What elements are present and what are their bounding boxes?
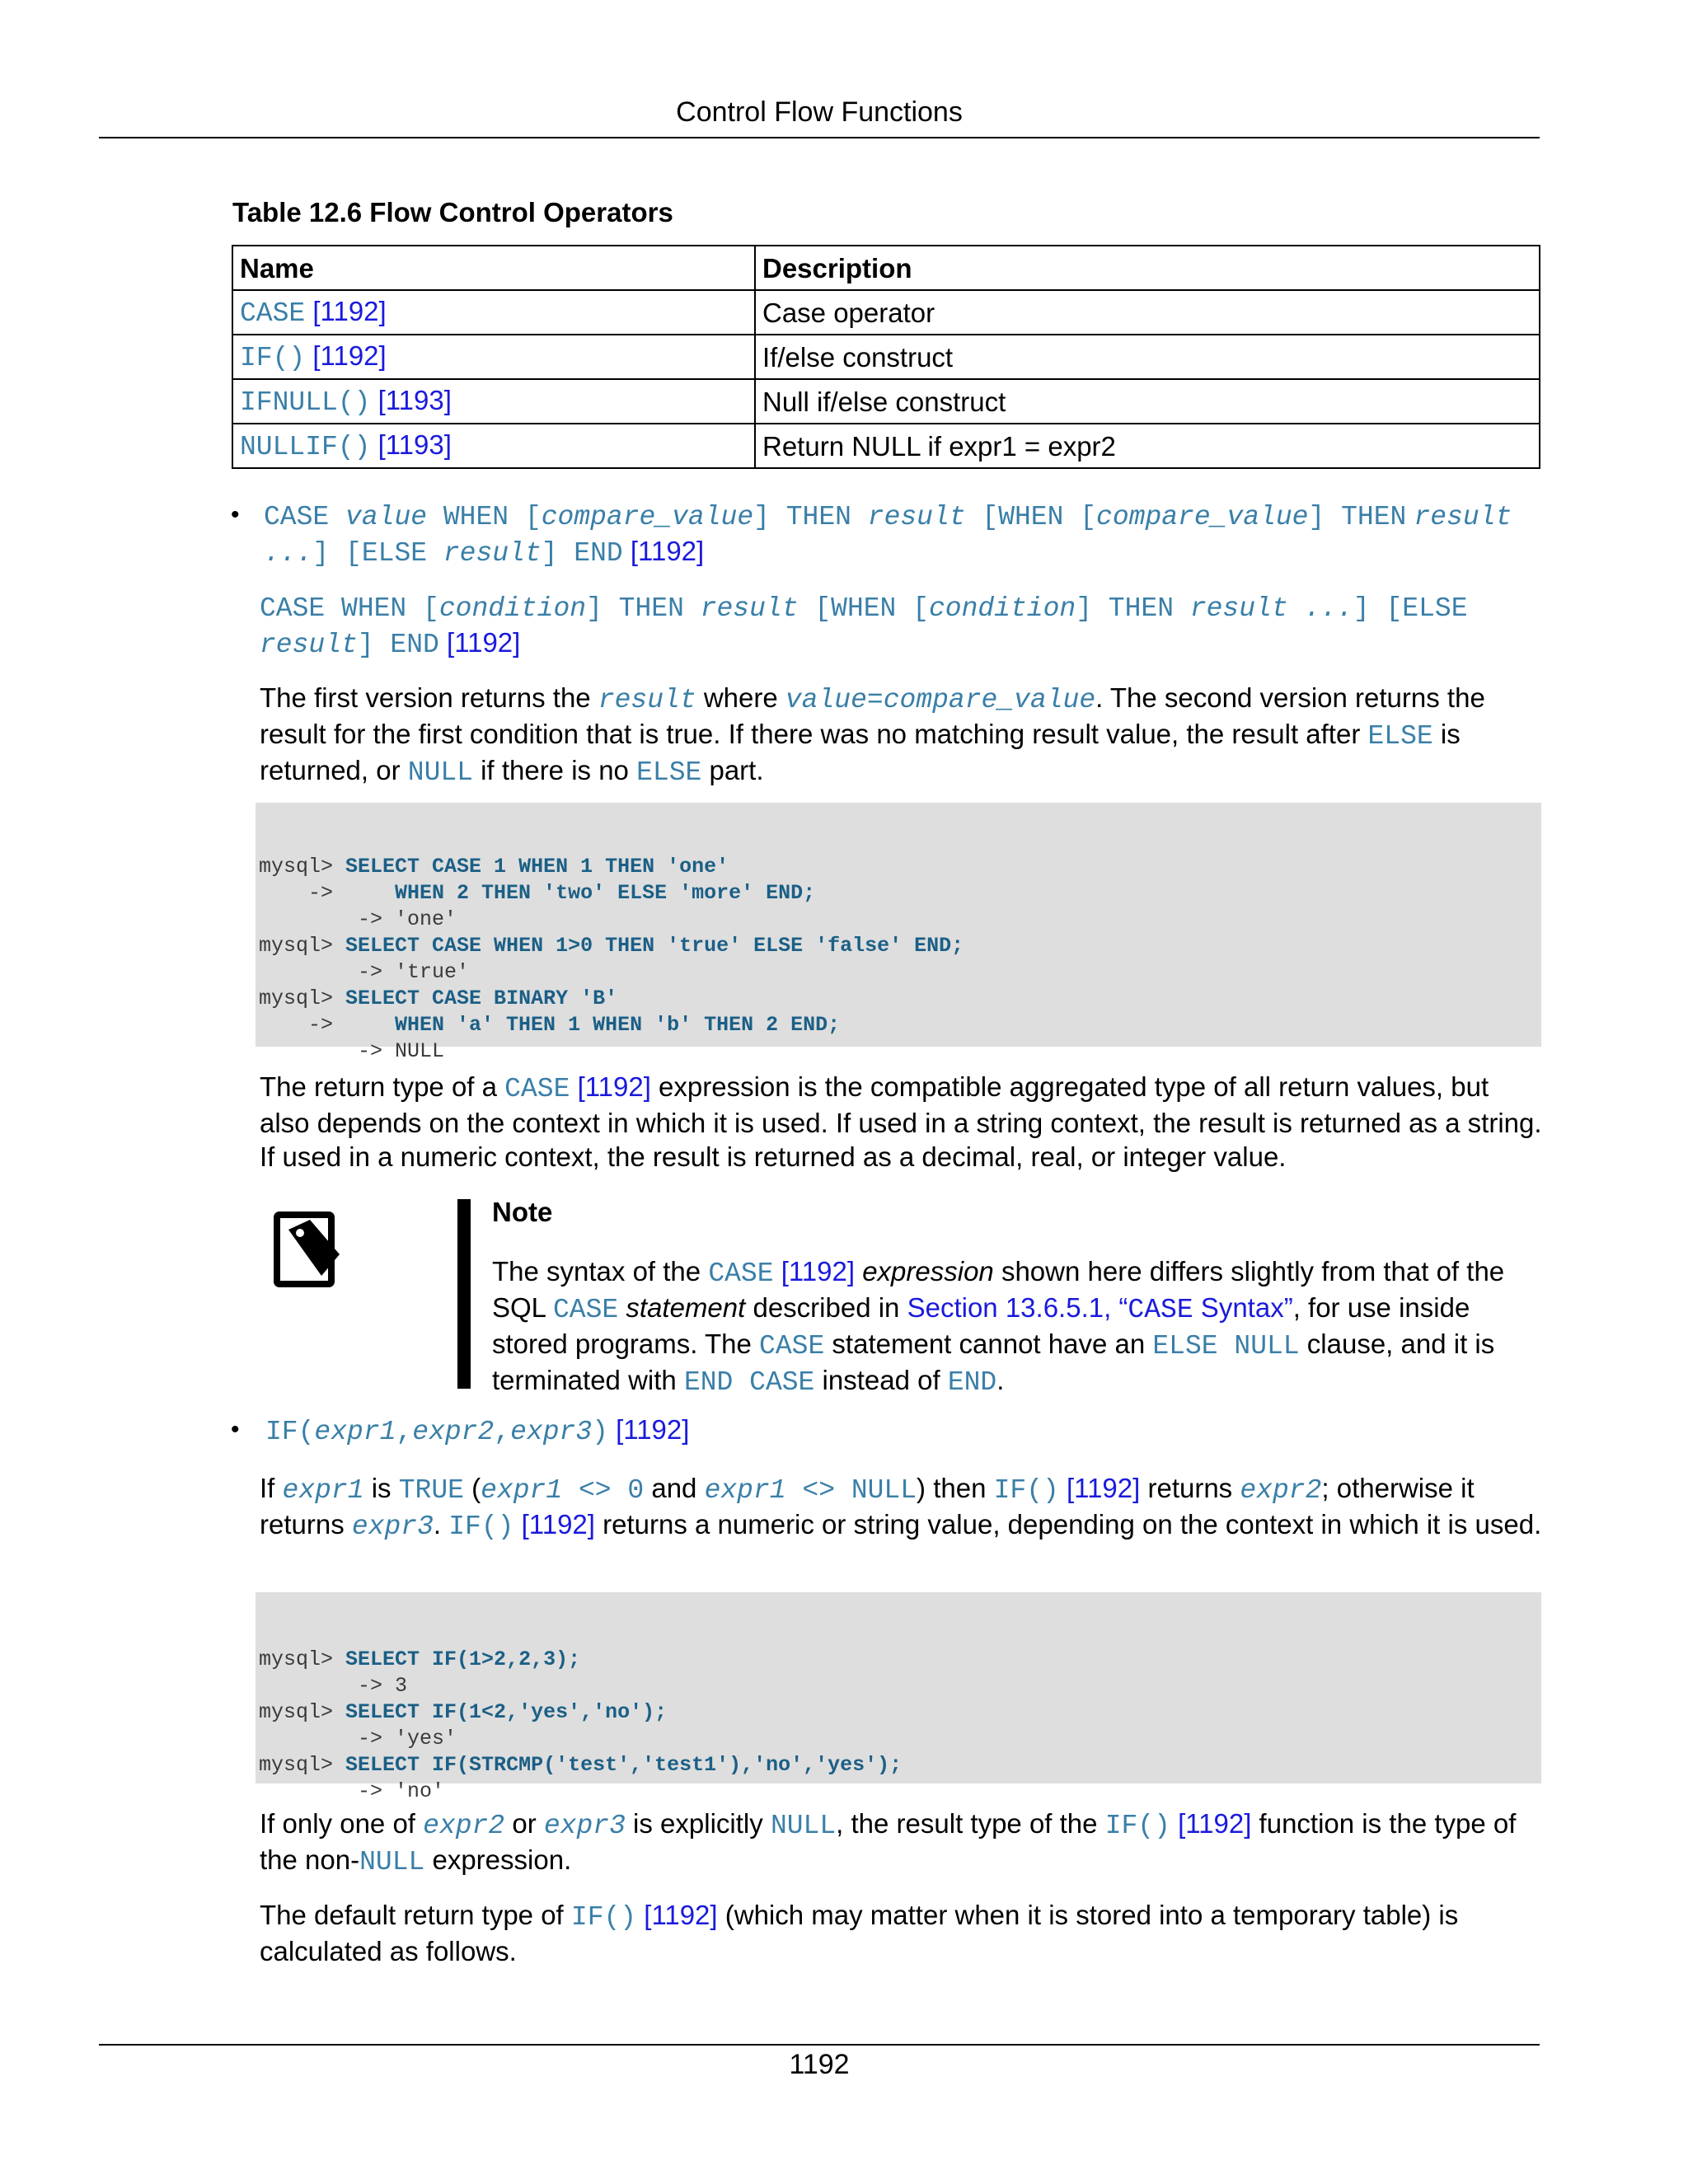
code-line: mysql> SELECT IF(1<2,'yes','no'); xyxy=(259,1700,668,1724)
bullet-if: • xyxy=(231,1416,240,1443)
case-syntax-1 xyxy=(264,498,1550,570)
footer-rule xyxy=(99,2044,1540,2046)
page-number: 1192 xyxy=(789,2049,850,2080)
column-header-description: Description xyxy=(755,246,1540,290)
if-code-example xyxy=(256,1592,1541,1803)
code-line: mysql> SELECT CASE BINARY 'B' xyxy=(259,987,618,1010)
page-ref-link[interactable]: [1192] xyxy=(577,1071,651,1102)
code-line: mysql> SELECT IF(1>2,2,3); xyxy=(259,1647,581,1671)
table-row xyxy=(232,335,1540,379)
operator-name-cell xyxy=(232,335,755,379)
code-line: -> 'one' xyxy=(259,907,457,931)
code-line: -> NULL xyxy=(259,1039,445,1063)
page-ref-link[interactable]: [1192] xyxy=(447,627,521,658)
operator-description-cell: If/else construct xyxy=(755,335,1540,379)
code-line: mysql> SELECT IF(STRCMP('test','test1'),'no','yes'); xyxy=(259,1753,903,1777)
case-description: The first version returns the result where value=compare_value. The second version returns the result for the first condition that is true. If there was no matching result value, the result after ELSE is returned, or NULL if there is no ELSE part. xyxy=(260,682,1485,788)
code-line: -> 3 xyxy=(259,1674,408,1698)
page-ref-link[interactable]: [1192] xyxy=(312,296,387,326)
note-title: Note xyxy=(492,1197,553,1227)
page-ref-link[interactable]: [1192] xyxy=(644,1900,718,1930)
code-line: mysql> SELECT CASE WHEN 1>0 THEN 'true' ELSE 'false' END; xyxy=(259,934,964,958)
table-row xyxy=(232,379,1540,424)
table-row xyxy=(232,424,1540,468)
operator-name-cell xyxy=(232,379,755,424)
code-line: -> 'true' xyxy=(259,960,470,984)
if-only-one-null: If only one of expr2 or expr3 is explicitly NULL, the result type of the IF() [1192] function is the type of the non-NULL expression. xyxy=(260,1808,1517,1877)
page-ref-link[interactable]: [1193] xyxy=(377,429,452,460)
page-ref-link[interactable]: [1192] xyxy=(1067,1473,1141,1503)
case-return-type: The return type of a CASE [1192] expression is the compatible aggregated type of all return values, but also depends on the context in which it is used. If used in a string context, the result is returned as a string. If used in a numeric context, the result is returned as a decimal, real, or integer value. xyxy=(260,1071,1542,1172)
page-ref-link[interactable]: [1192] xyxy=(630,536,705,566)
table-header-row xyxy=(232,246,1540,290)
code-line: -> WHEN 'a' THEN 1 WHEN 'b' THEN 2 END; xyxy=(259,1013,841,1037)
table-title: Table 12.6 Flow Control Operators xyxy=(232,197,673,227)
case-syntax-2-text: CASE WHEN [condition] THEN result [WHEN [condition] THEN result ...] [ELSE result] END [1192] xyxy=(260,593,1468,660)
page-ref-link[interactable]: [1193] xyxy=(377,385,452,415)
code-line: mysql> SELECT CASE 1 WHEN 1 THEN 'one' xyxy=(259,855,729,879)
column-header-name: Name xyxy=(232,246,755,290)
note-body: The syntax of the CASE [1192] expression shown here differs slightly from that of the SQL CASE statement described in Section 13.6.5.1, “CASE Syntax”, for use inside stored programs. The CASE statement cannot have an ELSE NULL clause, and it is terminated with END CASE instead of END. xyxy=(492,1256,1505,1398)
page-ref-link[interactable]: [1192] xyxy=(616,1414,690,1445)
page-ref-link[interactable]: [1192] xyxy=(781,1256,856,1286)
note-bar xyxy=(457,1199,471,1389)
operator-link[interactable]: IF() xyxy=(240,343,306,373)
code-line: -> 'yes' xyxy=(259,1727,457,1750)
header-rule xyxy=(99,137,1540,138)
operator-name-cell xyxy=(232,424,755,468)
if-syntax: IF(expr1,expr2,expr3) [1192] xyxy=(265,1414,690,1447)
case-code-example xyxy=(256,803,1541,1063)
section-link[interactable]: Section 13.6.5.1, “CASE Syntax” xyxy=(907,1292,1293,1325)
page-ref-link[interactable]: [1192] xyxy=(1178,1808,1252,1839)
if-default-return-type: The default return type of IF() [1192] (which may matter when it is stored into a temporary table) is calculated as follows. xyxy=(260,1900,1459,1966)
if-description: If expr1 is TRUE (expr1 <> 0 and expr1 <> NULL) then IF() [1192] returns expr2; otherwise it returns expr3. IF() [1192] returns a numeric or string value, depending on the context in which it is used. xyxy=(260,1473,1542,1542)
operator-description-cell: Return NULL if expr1 = expr2 xyxy=(755,424,1540,468)
running-header: Control Flow Functions xyxy=(676,96,963,128)
code-line: -> WHEN 2 THEN 'two' ELSE 'more' END; xyxy=(259,881,816,905)
page-ref-link[interactable]: [1192] xyxy=(521,1509,595,1540)
case-syntax-2 xyxy=(260,589,1545,662)
case-syntax-1-text: CASE value WHEN [compare_value] THEN result [WHEN [compare_value] THEN result ...] [ELSE result] END [1192] xyxy=(264,502,1512,569)
operator-description-cell: Null if/else construct xyxy=(755,379,1540,424)
operator-name-cell xyxy=(232,290,755,335)
note-icon xyxy=(274,1212,343,1289)
code-line: -> 'no' xyxy=(259,1779,445,1803)
operator-link[interactable]: NULLIF() xyxy=(240,432,371,462)
operator-link[interactable]: IFNULL() xyxy=(240,387,371,418)
page-ref-link[interactable]: [1192] xyxy=(312,340,387,371)
operator-link[interactable]: CASE xyxy=(240,298,306,329)
operator-description-cell: Case operator xyxy=(755,290,1540,335)
table-row xyxy=(232,290,1540,335)
bullet-case: • xyxy=(231,501,240,528)
flow-control-operators-table xyxy=(232,245,1540,469)
